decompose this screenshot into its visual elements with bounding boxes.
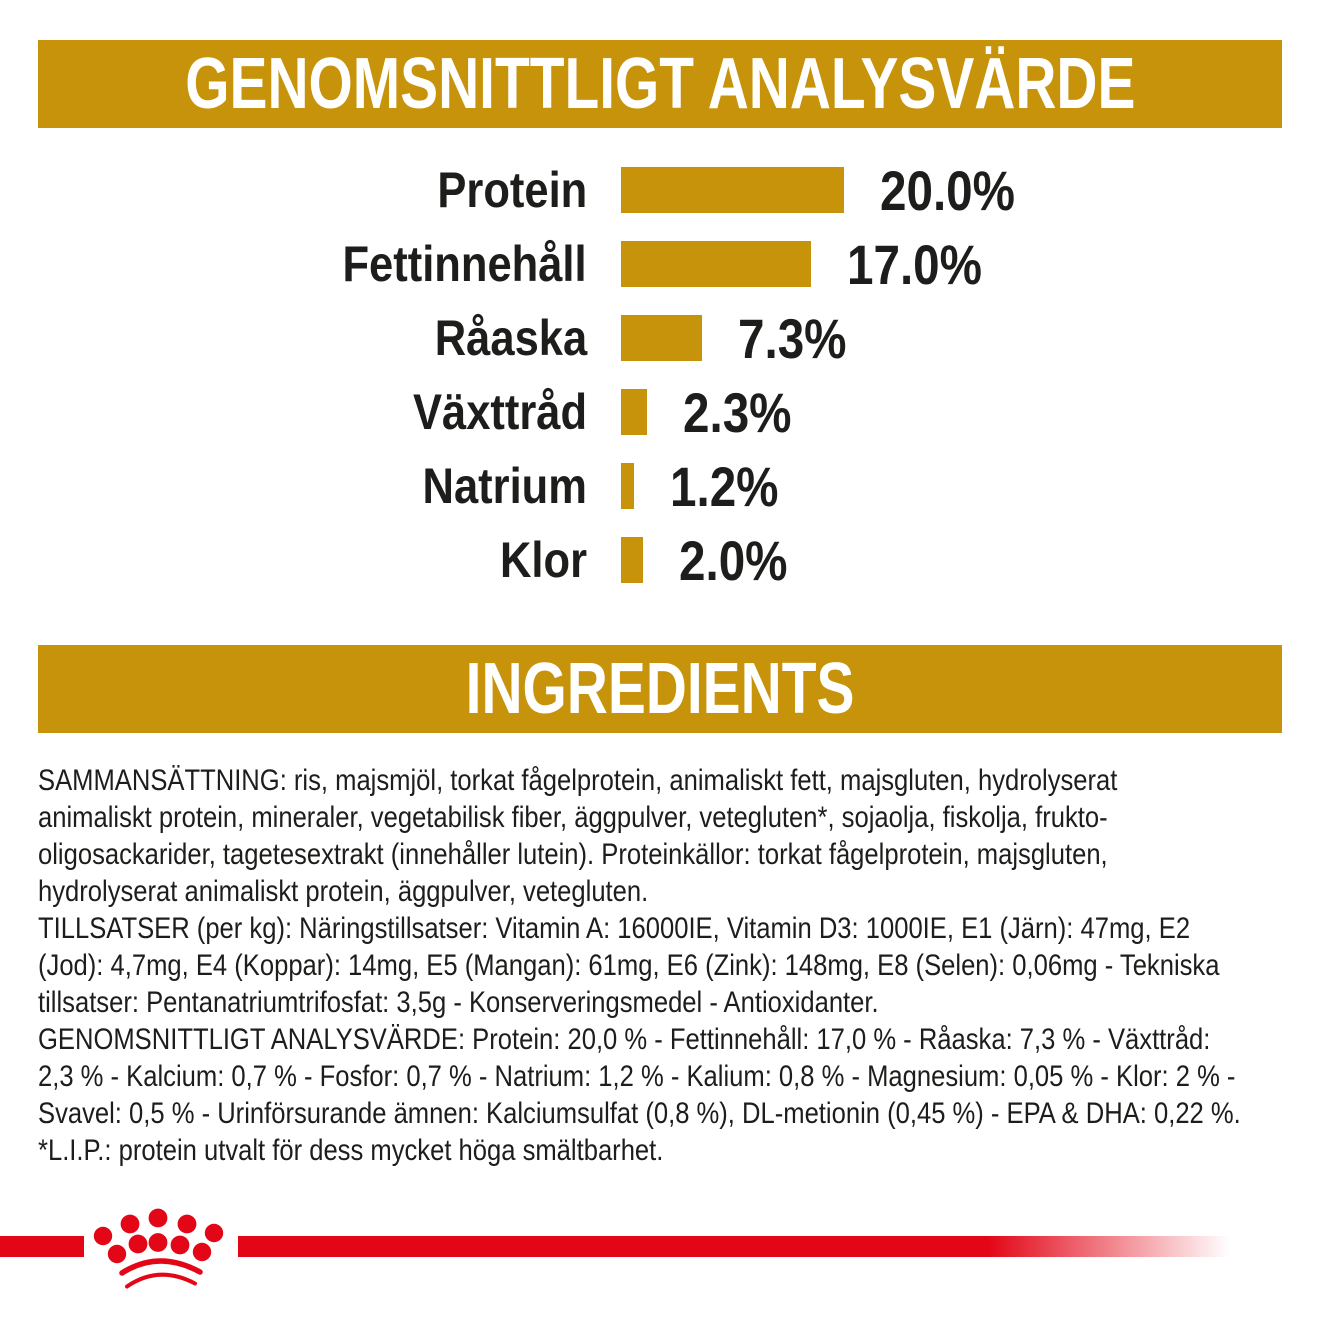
- chart-category-label: Protein: [437, 162, 587, 218]
- text-line: TILLSATSER (per kg): Näringstillsatser: Vitamin A: 16000IE, Vitamin D3: 1000IE, E1 (Järn): 47mg, E2: [38, 912, 1191, 945]
- text-line: 2,3 % - Kalcium: 0,7 % - Fosfor: 0,7 % - Natrium: 1,2 % - Kalium: 0,8 % - Magnesium: 0,05 % - Klor: 2 % -: [38, 1060, 1236, 1093]
- chart-row: [0, 375, 1320, 449]
- bar-chart: [0, 153, 1320, 597]
- text-line: animaliskt protein, mineraler, vegetabilisk fiber, äggpulver, vetegluten*, sojaolja, fiskolja, frukto-: [38, 801, 1108, 834]
- paragraph-analysis: [38, 1021, 1279, 1132]
- chart-category-label: Växttråd: [412, 384, 587, 440]
- chart-bar: [621, 241, 811, 287]
- chart-category-label: Natrium: [422, 458, 587, 514]
- paragraph-lip-note: [38, 1132, 1279, 1169]
- text-line: Svavel: 0,5 % - Urinförsurande ämnen: Kalciumsulfat (0,8 %), DL-metionin (0,45 %) - EPA & DHA: 0,22 %.: [38, 1097, 1241, 1130]
- chart-bar: [621, 463, 634, 509]
- chart-category-label: Råaska: [434, 310, 587, 366]
- paragraph-composition: [38, 762, 1279, 910]
- text-line: *L.I.P.: protein utvalt för dess mycket höga smältbarhet.: [38, 1134, 664, 1167]
- chart-row: [0, 153, 1320, 227]
- chart-row: [0, 449, 1320, 523]
- chart-bar: [621, 167, 844, 213]
- chart-value-label: 20.0%: [880, 158, 1015, 222]
- text-line: oligosackarider, tagetesextrakt (innehåller lutein). Proteinkällor: torkat fågelprotein, majsgluten,: [38, 838, 1108, 871]
- chart-value-label: 2.3%: [682, 380, 792, 444]
- chart-value-label: 1.2%: [670, 454, 779, 518]
- analysis-banner-title: GENOMSNITTLIGT ANALYSVÄRDE: [184, 44, 1136, 124]
- analysis-banner: [38, 40, 1282, 128]
- text-line: SAMMANSÄTTNING: ris, majsmjöl, torkat fågelprotein, animaliskt fett, majsgluten, hydrolyserat: [38, 764, 1118, 797]
- chart-bar: [621, 537, 643, 583]
- chart-value-label: 7.3%: [738, 306, 847, 370]
- ingredients-text: [38, 762, 1279, 1169]
- chart-row: [0, 301, 1320, 375]
- paragraph-additives: [38, 910, 1279, 1021]
- text-line: GENOMSNITTLIGT ANALYSVÄRDE: Protein: 20,0 % - Fettinnehåll: 17,0 % - Råaska: 7,3 % - Växttråd:: [38, 1023, 1211, 1056]
- text-line: hydrolyserat animaliskt protein, äggpulver, vetegluten.: [38, 875, 649, 908]
- text-line: tillsatser: Pentanatriumtrifosfat: 3,5g - Konserveringsmedel - Antioxidanter.: [38, 986, 879, 1019]
- chart-bar: [621, 315, 702, 361]
- ingredients-banner: [38, 645, 1282, 733]
- chart-row: [0, 227, 1320, 301]
- ingredients-banner-title: INGREDIENTS: [465, 649, 855, 729]
- chart-bar: [621, 389, 647, 435]
- chart-value-label: 17.0%: [846, 232, 982, 296]
- chart-value-label: 2.0%: [679, 528, 788, 592]
- chart-category-label: Fettinnehåll: [342, 236, 587, 292]
- royal-canin-crown-logo: [85, 1196, 235, 1308]
- chart-category-label: Klor: [500, 532, 587, 588]
- text-line: (Jod): 4,7mg, E4 (Koppar): 14mg, E5 (Mangan): 61mg, E6 (Zink): 148mg, E8 (Selen): 0,06mg - Tekniska: [38, 949, 1220, 982]
- chart-row: [0, 523, 1320, 597]
